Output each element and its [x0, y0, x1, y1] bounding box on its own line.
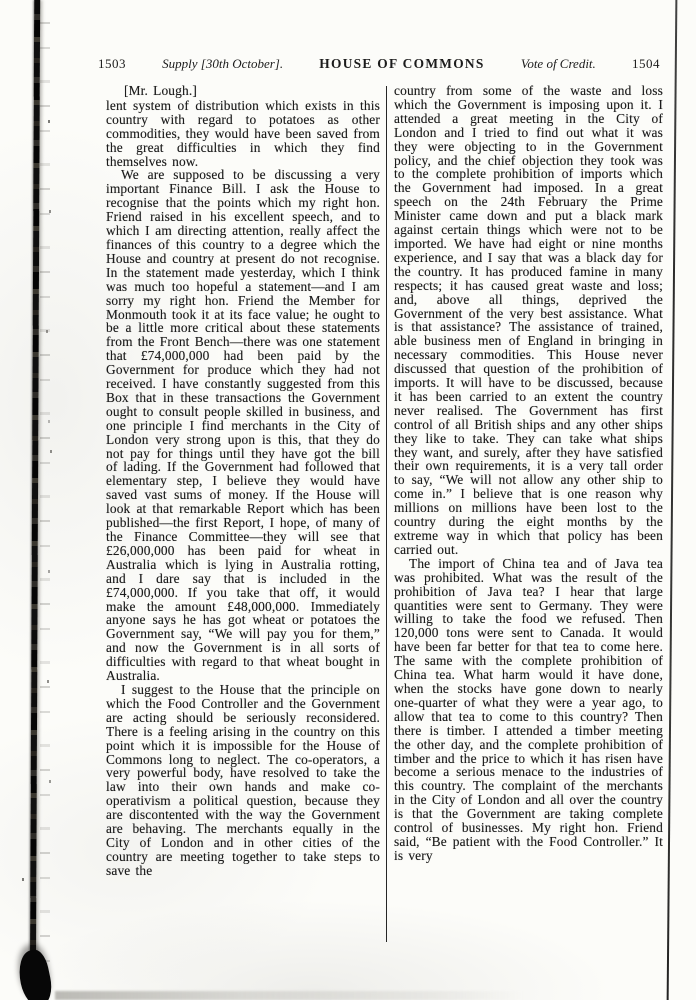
- bottom-smudge: [55, 991, 525, 1000]
- speaker-continuation: [Mr. Lough.]: [124, 84, 197, 98]
- paragraph: lent system of distribution which exists in this country with regard to potatoes as other commodities, they would have been saved from the great difficulties in which they find themselves now.: [106, 97, 380, 169]
- right-column: [394, 84, 663, 942]
- page-number-right: 1504: [631, 56, 660, 71]
- paragraph: We are supposed to be discussing a very important Finance Bill. I ask the House to recognise that the points which my right hon. Friend raised in his excellent speech, and to which I am directing attention, really affect the finances of this country to a degree which the House and country at present do not recognise. In the statement made yesterday, which I think was much too hopeful a statement—and I am sorry my right hon. Friend the Member for Monmouth took it at its face value; he ought to be a little more critical about these statements from the Front Bench—there was one statement that £74,000,000 had been paid by the Government for produce which they had not received. I have constantly suggested from this Box that in these transactions the Government ought to consult people skilled in business, and one principle I find merchants in the City of London very strong upon is this, that they do not pay for things until they have got the bill of lading. If the Government had followed that elementary step, I believe they would have saved vast sums of money. If the House will look at that remarkable Report which has been published—the first Report, I hope, of many of the Finance Committee—they will see that £26,000,000 has been paid for wheat in Australia which is lying in Australia rotting, and I dare say that is included in the £74,000,000. If you take that off, it would make the amount £48,000,000. Immediately anyone says he has got wheat or potatoes the Government say, “We will pay you for them,” and now the Government is in all sorts of difficulties with regard to that wheat bought in Australia.: [106, 167, 380, 684]
- binding-edge: [30, 0, 40, 1000]
- center-title: HOUSE OF COMMONS: [319, 56, 485, 71]
- page-number-left: 1503: [98, 56, 126, 71]
- running-title-right: Vote of Credit.: [520, 56, 596, 71]
- binding-noise: [40, 0, 50, 1000]
- column-divider-rule: [386, 86, 387, 942]
- scan-specks: [48, 120, 50, 123]
- paragraph: The import of China tea and of Java tea was prohibited. What was the result of the prohibition of Java tea? I hear that large quantities were sent to Germany. They were willing to take the food we refused. Then 120,000 tons were sent to Canada. It would have been far better for that tea to come here. The same with the complete prohibition of China tea. What harm would it have done, when the stocks have gone down to nearly one-quarter of what they were a year ago, to allow that tea to come to this country? Then there is timber. I attended a timber meeting the other day, and the complete prohibition of timber and the price to which it has risen have become a serious menace to the industries of this country. The complaint of the merchants in the City of London and all over the country is that the Government are taking complete control of businesses. My right hon. Friend said, “Be patient with the Food Controller.” It is very: [394, 555, 663, 863]
- paragraph: country from some of the waste and loss which the Government is imposing upon it. I attended a great meeting in the City of London and I tried to find out what it was they were objecting to in the Government policy, and the chief objection they took was to the complete prohibition of imports which the Government had imposed. In a great speech on the 24th February the Prime Minister came down and put a black mark against certain things which were not to be imported. We have had eight or nine months experience, and I say that was a black day for the country. It has produced famine in many respects; it has caused great waste and loss; and, above all things, deprived the Government of the very best assistance. What is that assistance? The assistance of trained, able business men of England in bringing in necessary commodities. This House never discussed that question of the prohibition of imports. It will have to be discussed, because it has been carried to an extent the country never realised. The Government has first control of all British ships and any other ships they like to take. They can take what ships they want, and surely, after they have satisfied their own requirements, it is a very tall order to say, “We will not allow any other ship to come in.” I believe that is one reason why millions on millions have been lost to the country during the eight months by the extreme way in which that policy has been carried out.: [394, 84, 663, 557]
- paragraph: I suggest to the House that the principle on which the Food Controller and the Government are acting should be seriously reconsidered. There is a feeling arising in the country on this point which it is impossible for the House of Commons long to neglect. The co-operators, a very powerful body, have resolved to take the law into their own hands and make co-operativism a political question, because they are discontented with the way the Government are behaving. The merchants equally in the City of London and in other cities of the country are meeting together to take steps to save the: [106, 681, 380, 878]
- left-column: [106, 84, 380, 942]
- page-edge-line: [667, 0, 678, 1000]
- column-gap: [380, 84, 394, 942]
- two-column-text: [106, 84, 663, 942]
- running-title-left: Supply [30th October].: [162, 56, 284, 71]
- page-header: [98, 56, 660, 74]
